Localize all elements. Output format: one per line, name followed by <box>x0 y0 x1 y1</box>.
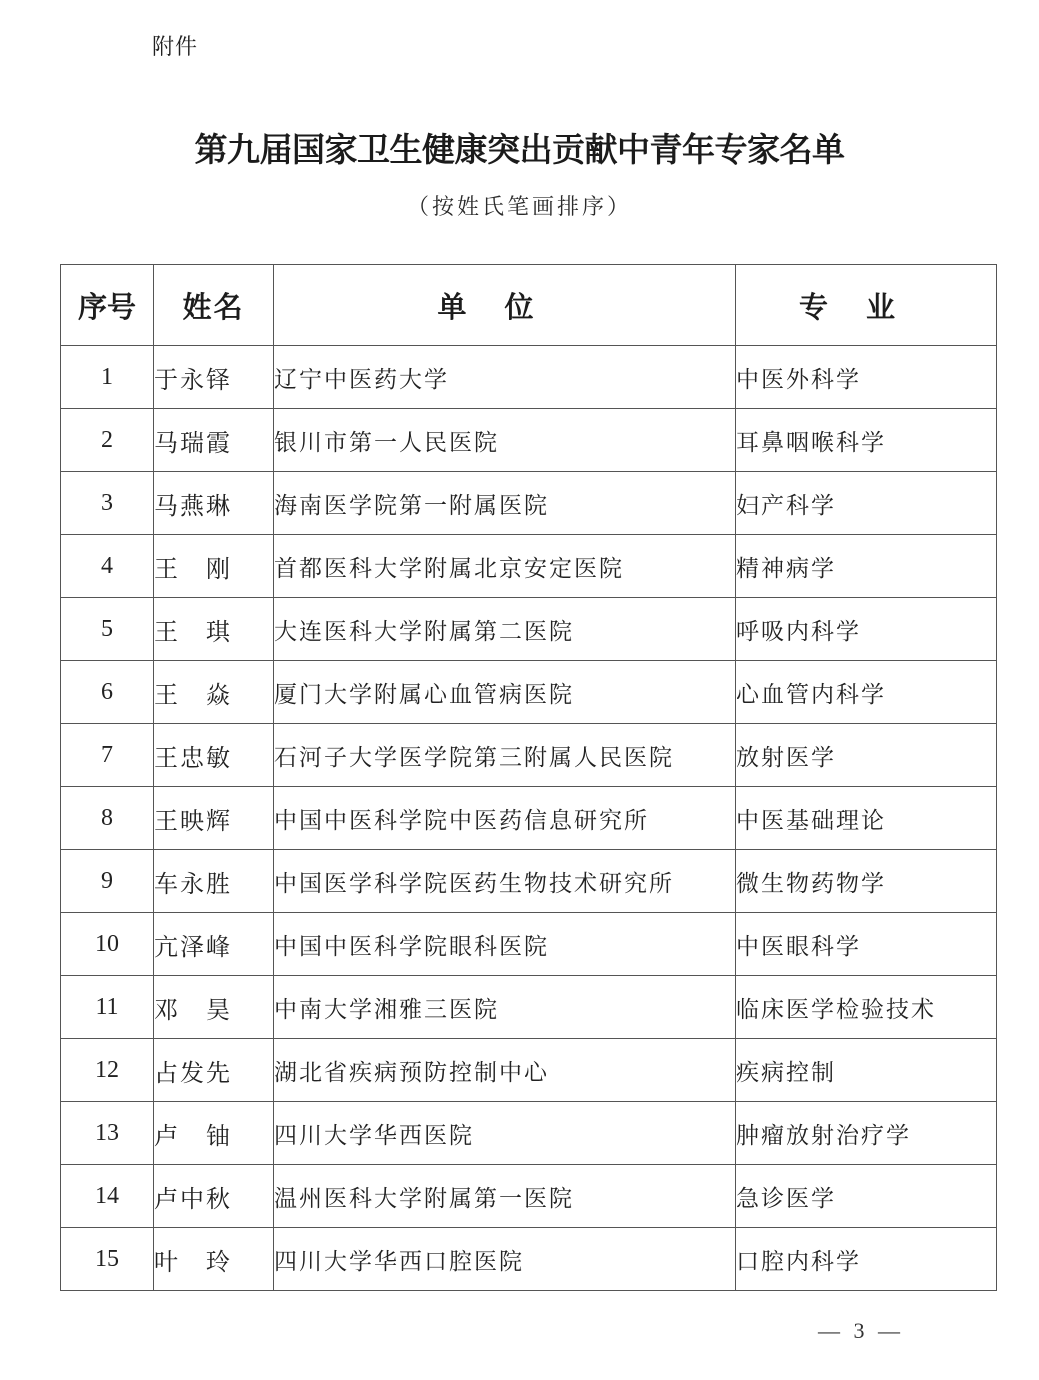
cell-major: 精神病学 <box>736 535 997 598</box>
header-major: 专业 <box>736 265 997 346</box>
table-row <box>61 913 997 976</box>
cell-name: 占发先 <box>154 1039 274 1102</box>
cell-unit: 石河子大学医学院第三附属人民医院 <box>274 724 736 787</box>
table-row <box>61 346 997 409</box>
table-row <box>61 409 997 472</box>
cell-major: 心血管内科学 <box>736 661 997 724</box>
table-row <box>61 661 997 724</box>
cell-unit: 首都医科大学附属北京安定医院 <box>274 535 736 598</box>
cell-index: 13 <box>61 1102 154 1165</box>
header-name: 姓名 <box>154 265 274 346</box>
table-row <box>61 535 997 598</box>
document-subtitle: （按姓氏笔画排序） <box>406 195 632 220</box>
cell-major: 中医眼科学 <box>736 913 997 976</box>
expert-list-table <box>60 264 997 1291</box>
cell-index: 8 <box>61 787 154 850</box>
cell-unit: 辽宁中医药大学 <box>274 346 736 409</box>
cell-unit: 中国中医科学院中医药信息研究所 <box>274 787 736 850</box>
cell-major: 放射医学 <box>736 724 997 787</box>
table-body <box>61 346 997 1291</box>
cell-major: 临床医学检验技术 <box>736 976 997 1039</box>
cell-name: 于永铎 <box>154 346 274 409</box>
table-row <box>61 724 997 787</box>
cell-major: 中医基础理论 <box>736 787 997 850</box>
cell-name: 王忠敏 <box>154 724 274 787</box>
table-row <box>61 850 997 913</box>
cell-unit: 海南医学院第一附属医院 <box>274 472 736 535</box>
cell-name: 亢泽峰 <box>154 913 274 976</box>
table-row <box>61 1165 997 1228</box>
cell-name: 王映辉 <box>154 787 274 850</box>
cell-index: 15 <box>61 1228 154 1291</box>
cell-index: 7 <box>61 724 154 787</box>
cell-major: 急诊医学 <box>736 1165 997 1228</box>
cell-name: 卢 铀 <box>154 1102 274 1165</box>
table-row <box>61 1102 997 1165</box>
cell-index: 11 <box>61 976 154 1039</box>
cell-unit: 湖北省疾病预防控制中心 <box>274 1039 736 1102</box>
cell-name: 马燕琳 <box>154 472 274 535</box>
cell-unit: 厦门大学附属心血管病医院 <box>274 661 736 724</box>
cell-major: 中医外科学 <box>736 346 997 409</box>
cell-unit: 四川大学华西医院 <box>274 1102 736 1165</box>
cell-name: 王 焱 <box>154 661 274 724</box>
cell-unit: 中国医学科学院医药生物技术研究所 <box>274 850 736 913</box>
cell-index: 14 <box>61 1165 154 1228</box>
cell-name: 叶 玲 <box>154 1228 274 1291</box>
cell-name: 邓 昊 <box>154 976 274 1039</box>
cell-unit: 大连医科大学附属第二医院 <box>274 598 736 661</box>
cell-major: 耳鼻咽喉科学 <box>736 409 997 472</box>
cell-unit: 四川大学华西口腔医院 <box>274 1228 736 1291</box>
table-row <box>61 787 997 850</box>
cell-major: 口腔内科学 <box>736 1228 997 1291</box>
cell-unit: 中国中医科学院眼科医院 <box>274 913 736 976</box>
header-index: 序号 <box>61 265 154 346</box>
attachment-label: 附件 <box>152 35 199 60</box>
cell-index: 10 <box>61 913 154 976</box>
table-row <box>61 598 997 661</box>
cell-name: 车永胜 <box>154 850 274 913</box>
cell-unit: 银川市第一人民医院 <box>274 409 736 472</box>
cell-major: 妇产科学 <box>736 472 997 535</box>
header-unit: 单位 <box>274 265 736 346</box>
cell-index: 5 <box>61 598 154 661</box>
cell-major: 微生物药物学 <box>736 850 997 913</box>
cell-index: 4 <box>61 535 154 598</box>
cell-index: 2 <box>61 409 154 472</box>
cell-name: 马瑞霞 <box>154 409 274 472</box>
cell-index: 6 <box>61 661 154 724</box>
table-row <box>61 976 997 1039</box>
cell-name: 王 刚 <box>154 535 274 598</box>
cell-index: 9 <box>61 850 154 913</box>
page-number: — 3 — <box>818 1318 904 1343</box>
document-title: 第九届国家卫生健康突出贡献中青年专家名单 <box>194 130 845 169</box>
cell-unit: 温州医科大学附属第一医院 <box>274 1165 736 1228</box>
table-row <box>61 1228 997 1291</box>
cell-major: 疾病控制 <box>736 1039 997 1102</box>
cell-index: 3 <box>61 472 154 535</box>
table-row <box>61 472 997 535</box>
cell-index: 1 <box>61 346 154 409</box>
cell-major: 呼吸内科学 <box>736 598 997 661</box>
cell-unit: 中南大学湘雅三医院 <box>274 976 736 1039</box>
cell-index: 12 <box>61 1039 154 1102</box>
table-row <box>61 1039 997 1102</box>
cell-name: 王 琪 <box>154 598 274 661</box>
table-header-row <box>61 265 997 346</box>
cell-name: 卢中秋 <box>154 1165 274 1228</box>
cell-major: 肿瘤放射治疗学 <box>736 1102 997 1165</box>
